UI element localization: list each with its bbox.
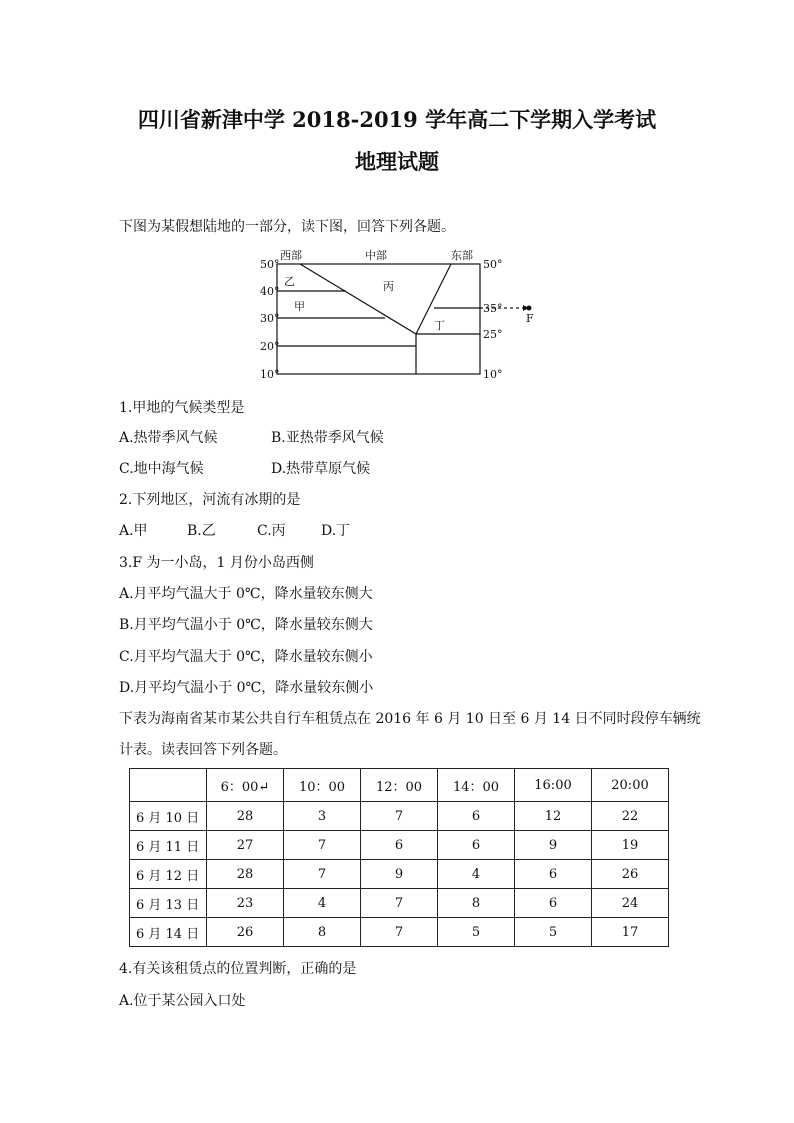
table-cell: 6 [515, 889, 592, 918]
table-row-label: 6 月 12 日 [130, 860, 207, 889]
table-header-cell: 14：00 [438, 769, 515, 802]
table-cell: 27 [207, 831, 284, 860]
point-f-label: F [526, 312, 534, 325]
table-cell: 7 [284, 860, 361, 889]
table-cell: 6 [515, 860, 592, 889]
table-cell: 3 [284, 802, 361, 831]
exam-subtitle: 地理试题 [355, 149, 439, 174]
table-row-label: 6 月 13 日 [130, 889, 207, 918]
q3-option-a[interactable]: A.月平均气温大于 0℃，降水量较东侧大 [119, 586, 373, 602]
table-header-cell: 6：00↵ [207, 769, 284, 802]
q2-option-d[interactable]: D.丁 [321, 523, 351, 539]
lat-right-50: 50° [483, 258, 503, 271]
q2-option-a[interactable]: A.甲 [119, 523, 148, 539]
table-cell: 28 [207, 860, 284, 889]
q3-stem: 3.F 为一小岛，1 月份小岛西侧 [119, 555, 314, 571]
region-label-west: 西部 [280, 249, 302, 262]
q1-option-b[interactable]: B.亚热带季风气候 [271, 430, 384, 446]
table-cell: 5 [438, 918, 515, 947]
hypothetical-land-diagram [0, 242, 794, 382]
lat-right-25: 25° [483, 328, 503, 341]
table-cell: 12 [515, 802, 592, 831]
table-cell: 8 [438, 889, 515, 918]
q1-options-row2 [119, 458, 370, 478]
q3-option-c[interactable]: C.月平均气温大于 0℃，降水量较东侧小 [119, 649, 373, 665]
table-row-label: 6 月 10 日 [130, 802, 207, 831]
table-row [130, 802, 669, 831]
table-cell: 8 [284, 918, 361, 947]
lat-left-30: 30° [260, 312, 280, 325]
intro-text-1: 下图为某假想陆地的一部分，读下图，回答下列各题。 [119, 219, 455, 235]
table-header-cell: 12：00 [361, 769, 438, 802]
bike-parking-table [129, 768, 669, 947]
table-corner-cell [130, 769, 207, 802]
exam-title: 四川省新津中学 2018-2019 学年高二下学期入学考试 [137, 107, 657, 132]
area-label-ding: 丁 [434, 319, 445, 332]
table-cell: 17 [592, 918, 669, 947]
table-row [130, 889, 669, 918]
table-header-cell: 16:00 [515, 769, 592, 802]
table-cell: 6 [438, 802, 515, 831]
table-cell: 9 [361, 860, 438, 889]
q4-option-a[interactable]: A.位于某公园入口处 [119, 993, 246, 1009]
table-cell: 4 [284, 889, 361, 918]
table-row-label: 6 月 14 日 [130, 918, 207, 947]
area-label-jia: 甲 [294, 300, 305, 313]
q2-stem: 2.下列地区，河流有冰期的是 [119, 492, 301, 508]
table-cell: 6 [438, 831, 515, 860]
table-cell: 26 [207, 918, 284, 947]
table-cell: 26 [592, 860, 669, 889]
q4-stem: 4.有关该租赁点的位置判断，正确的是 [119, 961, 357, 977]
q2-option-b[interactable]: B.乙 [187, 523, 216, 539]
lat-right-10: 10° [483, 368, 503, 381]
intro-text-2-line1: 下表为海南省某市某公共自行车租赁点在 2016 年 6 月 10 日至 6 月 14 日不同时段停车辆统 [119, 711, 701, 727]
table-cell: 24 [592, 889, 669, 918]
table-cell: 7 [361, 802, 438, 831]
point-f-marker [527, 306, 532, 311]
table-header-cell: 10：00 [284, 769, 361, 802]
lat-left-20: 20° [260, 340, 280, 353]
table-cell: 9 [515, 831, 592, 860]
table-cell: 7 [284, 831, 361, 860]
lat-left-10: 10° [260, 368, 280, 381]
table-cell: 5 [515, 918, 592, 947]
q1-option-a[interactable]: A.热带季风气候 [119, 430, 218, 446]
region-label-middle: 中部 [365, 249, 387, 262]
q1-option-d[interactable]: D.热带草原气候 [271, 461, 371, 477]
q3-option-b[interactable]: B.月平均气温小于 0℃，降水量较东侧大 [119, 617, 373, 633]
table-cell: 4 [438, 860, 515, 889]
table-row-label: 6 月 11 日 [130, 831, 207, 860]
table-row [130, 860, 669, 889]
table-cell: 7 [361, 889, 438, 918]
table-header-row [130, 769, 669, 802]
area-label-bing: 丙 [383, 280, 394, 293]
table-header-cell: 20:00 [592, 769, 669, 802]
table-cell: 22 [592, 802, 669, 831]
intro-text-2-line2: 计表。读表回答下列各题。 [119, 742, 287, 758]
table-cell: 7 [361, 918, 438, 947]
q1-stem: 1.甲地的气候类型是 [119, 400, 245, 416]
lat-left-50: 50° [260, 258, 280, 271]
table-row [130, 918, 669, 947]
table-row [130, 831, 669, 860]
table-cell: 19 [592, 831, 669, 860]
q3-option-d[interactable]: D.月平均气温小于 0℃，降水量较东侧小 [119, 680, 374, 696]
q2-options [119, 520, 350, 540]
q1-options-row1 [119, 427, 384, 447]
table-cell: 6 [361, 831, 438, 860]
table-cell: 28 [207, 802, 284, 831]
table-cell: 23 [207, 889, 284, 918]
lat-left-40: 40° [260, 285, 280, 298]
area-label-yi: 乙 [284, 275, 295, 288]
q1-option-c[interactable]: C.地中海气候 [119, 461, 204, 477]
lat-right-35: 35° [483, 302, 503, 315]
q2-option-c[interactable]: C.丙 [257, 523, 286, 539]
region-label-east: 东部 [451, 249, 473, 262]
